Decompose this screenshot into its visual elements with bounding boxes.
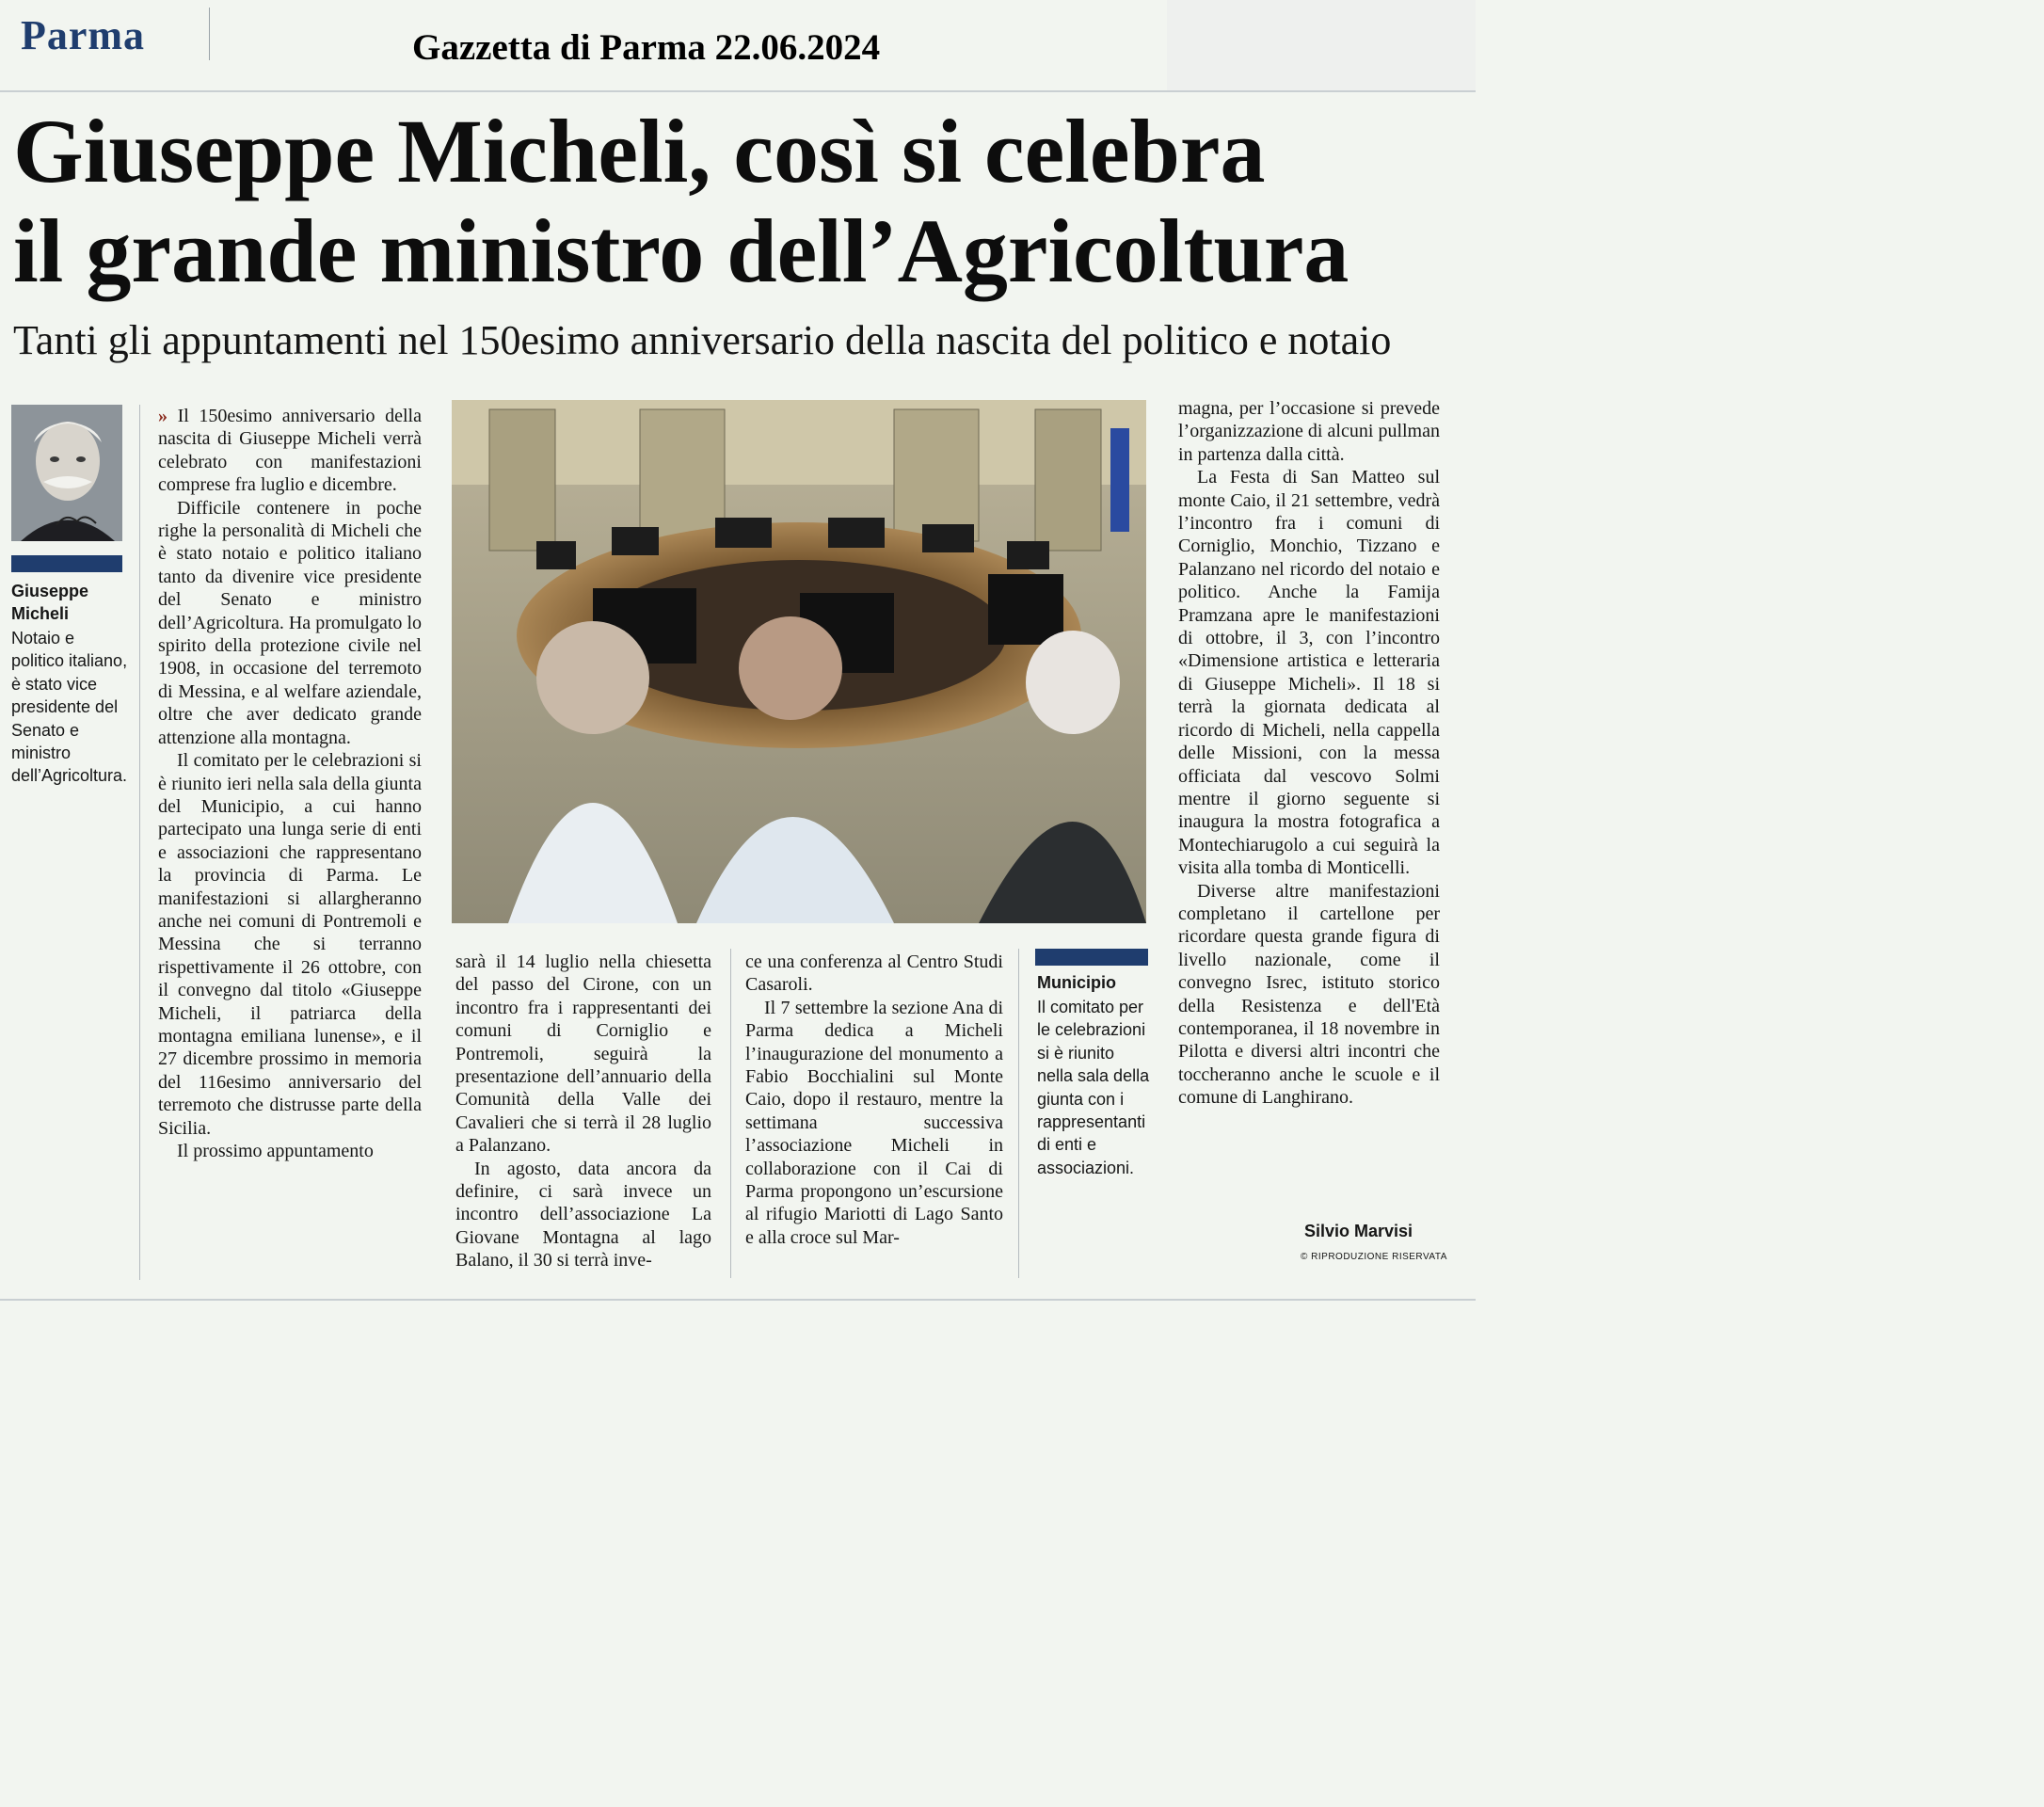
sidebar-accent-bar bbox=[11, 555, 122, 572]
paragraph: ce una conferenza al Centro Studi Casaroli. bbox=[745, 951, 1003, 996]
paragraph: Diverse altre manifestazioni completano il cartellone per ricordare questa grande figura di livello nazionale, come il convegno Isrec, istituto storico della Resistenza e dell'Età contemporanea, il 18 novembre in Pilotta e diversi altri incontri che toccheranno anche le scuole e il comune di Langhirano. bbox=[1178, 880, 1440, 1109]
column-divider bbox=[139, 405, 140, 1280]
sidebar-name: Giuseppe Micheli bbox=[11, 582, 89, 623]
meeting-room-illustration bbox=[452, 400, 1146, 923]
portrait-illustration bbox=[11, 405, 122, 541]
copyright-notice: © RIPRODUZIONE RISERVATA bbox=[1301, 1252, 1447, 1262]
paragraph: Difficile contenere in poche righe la personalità di Micheli che è stato notaio e politico italiano tanto da divenire vice presidente del Senato e ministro dell’Agricoltura. Ha promulgato lo spirito della protezione civile nel 1908, in occasione del terremoto di Messina, e al welfare aziendale, oltre che aver dedicato grande attenzione alla montagna. bbox=[158, 497, 422, 748]
headline-line-1: Giuseppe Micheli, così si celebra bbox=[13, 101, 1266, 201]
adjacent-page-fragment bbox=[1167, 0, 1476, 90]
article-column-2 bbox=[455, 951, 711, 1272]
paragraph: magna, per l’occasione si prevede l’organizzazione di alcuni pullman in partenza dalla città. bbox=[1178, 398, 1440, 465]
paragraph: La Festa di San Matteo sul monte Caio, il 21 settembre, vedrà l’incontro fra i comuni di Corniglio, Monchio, Tizzano e Palanzano nel ricordo del notaio e politico. Anche la Famija Pramzana apre le manifestazioni di ottobre, il 3, con l’incontro «Dimensione artistica e letteraria di Giuseppe Micheli». Il 18 si terrà la giornata dedicata al ricordo di Micheli, nella cappella delle Missioni, con la messa officiata dal vescovo Solmi mentre il giorno seguente si inaugura la mostra fotografica a Montechiarugolo a cui seguirà la visita alla tomba di Monticelli. bbox=[1178, 467, 1440, 879]
author-byline: Silvio Marvisi bbox=[1304, 1222, 1413, 1240]
paragraph: Il prossimo appuntamento bbox=[177, 1141, 374, 1161]
article-column-3 bbox=[745, 951, 1003, 1249]
source-date-label: Gazzetta di Parma 22.06.2024 bbox=[412, 27, 881, 68]
paragraph: sarà il 14 luglio nella chiesetta del passo del Cirone, con un incontro fra i rappresentanti dei comuni di Corniglio e Pontremoli, seguirà la presentazione dell’annuario della Comunità della Valle dei Cavalieri che si terrà il 28 luglio a Palanzano. bbox=[455, 951, 711, 1157]
top-divider bbox=[0, 90, 1476, 92]
section-label: Parma bbox=[21, 12, 146, 58]
article-column-4 bbox=[1178, 397, 1440, 1110]
paragraph: Il 7 settembre la sezione Ana di Parma dedica a Micheli l’inaugurazione del monumento a Fabio Bocchialini sul Monte Caio, dopo il restauro, mentre la settimana successiva l’associazione Micheli in collaborazione con il Cai di Parma propongono un’escursione al rifugio Mariotti di Lago Santo e alla croce sul Mar- bbox=[745, 997, 1003, 1248]
article-column-1 bbox=[158, 405, 422, 1162]
paragraph: Il comitato per le celebrazioni si è riunito ieri nella sala della giunta del Municipio, a cui hanno partecipato una lunga serie di enti e associazioni che rappresentano la provincia di Parma. Le manifestazioni si allargheranno anche nei comuni di Pontremoli e Messina che si terranno rispettivamente il 26 ottobre, con il convegno dal titolo «Giuseppe Micheli, il patriarca della montagna emiliana lunense», e il 27 dicembre prossimo in memoria del 116esimo anniversario del terremoto che distrusse parte della Sicilia. bbox=[158, 750, 422, 1139]
section-divider bbox=[209, 8, 210, 60]
headline bbox=[13, 102, 1462, 301]
paragraph bbox=[158, 405, 422, 497]
subheadline: Tanti gli appuntamenti nel 150esimo anniversario della nascita del politico e notaio bbox=[13, 317, 1392, 363]
lead-marker: » bbox=[158, 406, 168, 426]
column-divider bbox=[1018, 949, 1019, 1278]
meeting-photo bbox=[452, 400, 1146, 923]
portrait-photo bbox=[11, 405, 122, 541]
caption-title: Municipio bbox=[1037, 973, 1116, 992]
caption-accent-bar bbox=[1035, 949, 1148, 966]
headline-line-2: il grande ministro dell’Agricoltura bbox=[13, 200, 1349, 301]
bottom-divider bbox=[0, 1299, 1476, 1301]
paragraph-text: Il 150esimo anniversario della nascita di Giuseppe Micheli verrà celebrato con manifestazioni comprese fra luglio e dicembre. bbox=[158, 406, 422, 496]
caption-text: Il comitato per le celebrazioni si è riunito nella sala della giunta con i rappresentanti di enti e associazioni. bbox=[1037, 998, 1150, 1177]
paragraph: In agosto, data ancora da definire, ci sarà invece un incontro dell’associazione La Giovane Montagna al lago Balano, il 30 si terrà inve- bbox=[455, 1158, 711, 1271]
sidebar-description: Notaio e politico italiano, è stato vice presidente del Senato e ministro dell’Agricoltura. bbox=[11, 629, 128, 786]
column-divider bbox=[730, 949, 731, 1278]
